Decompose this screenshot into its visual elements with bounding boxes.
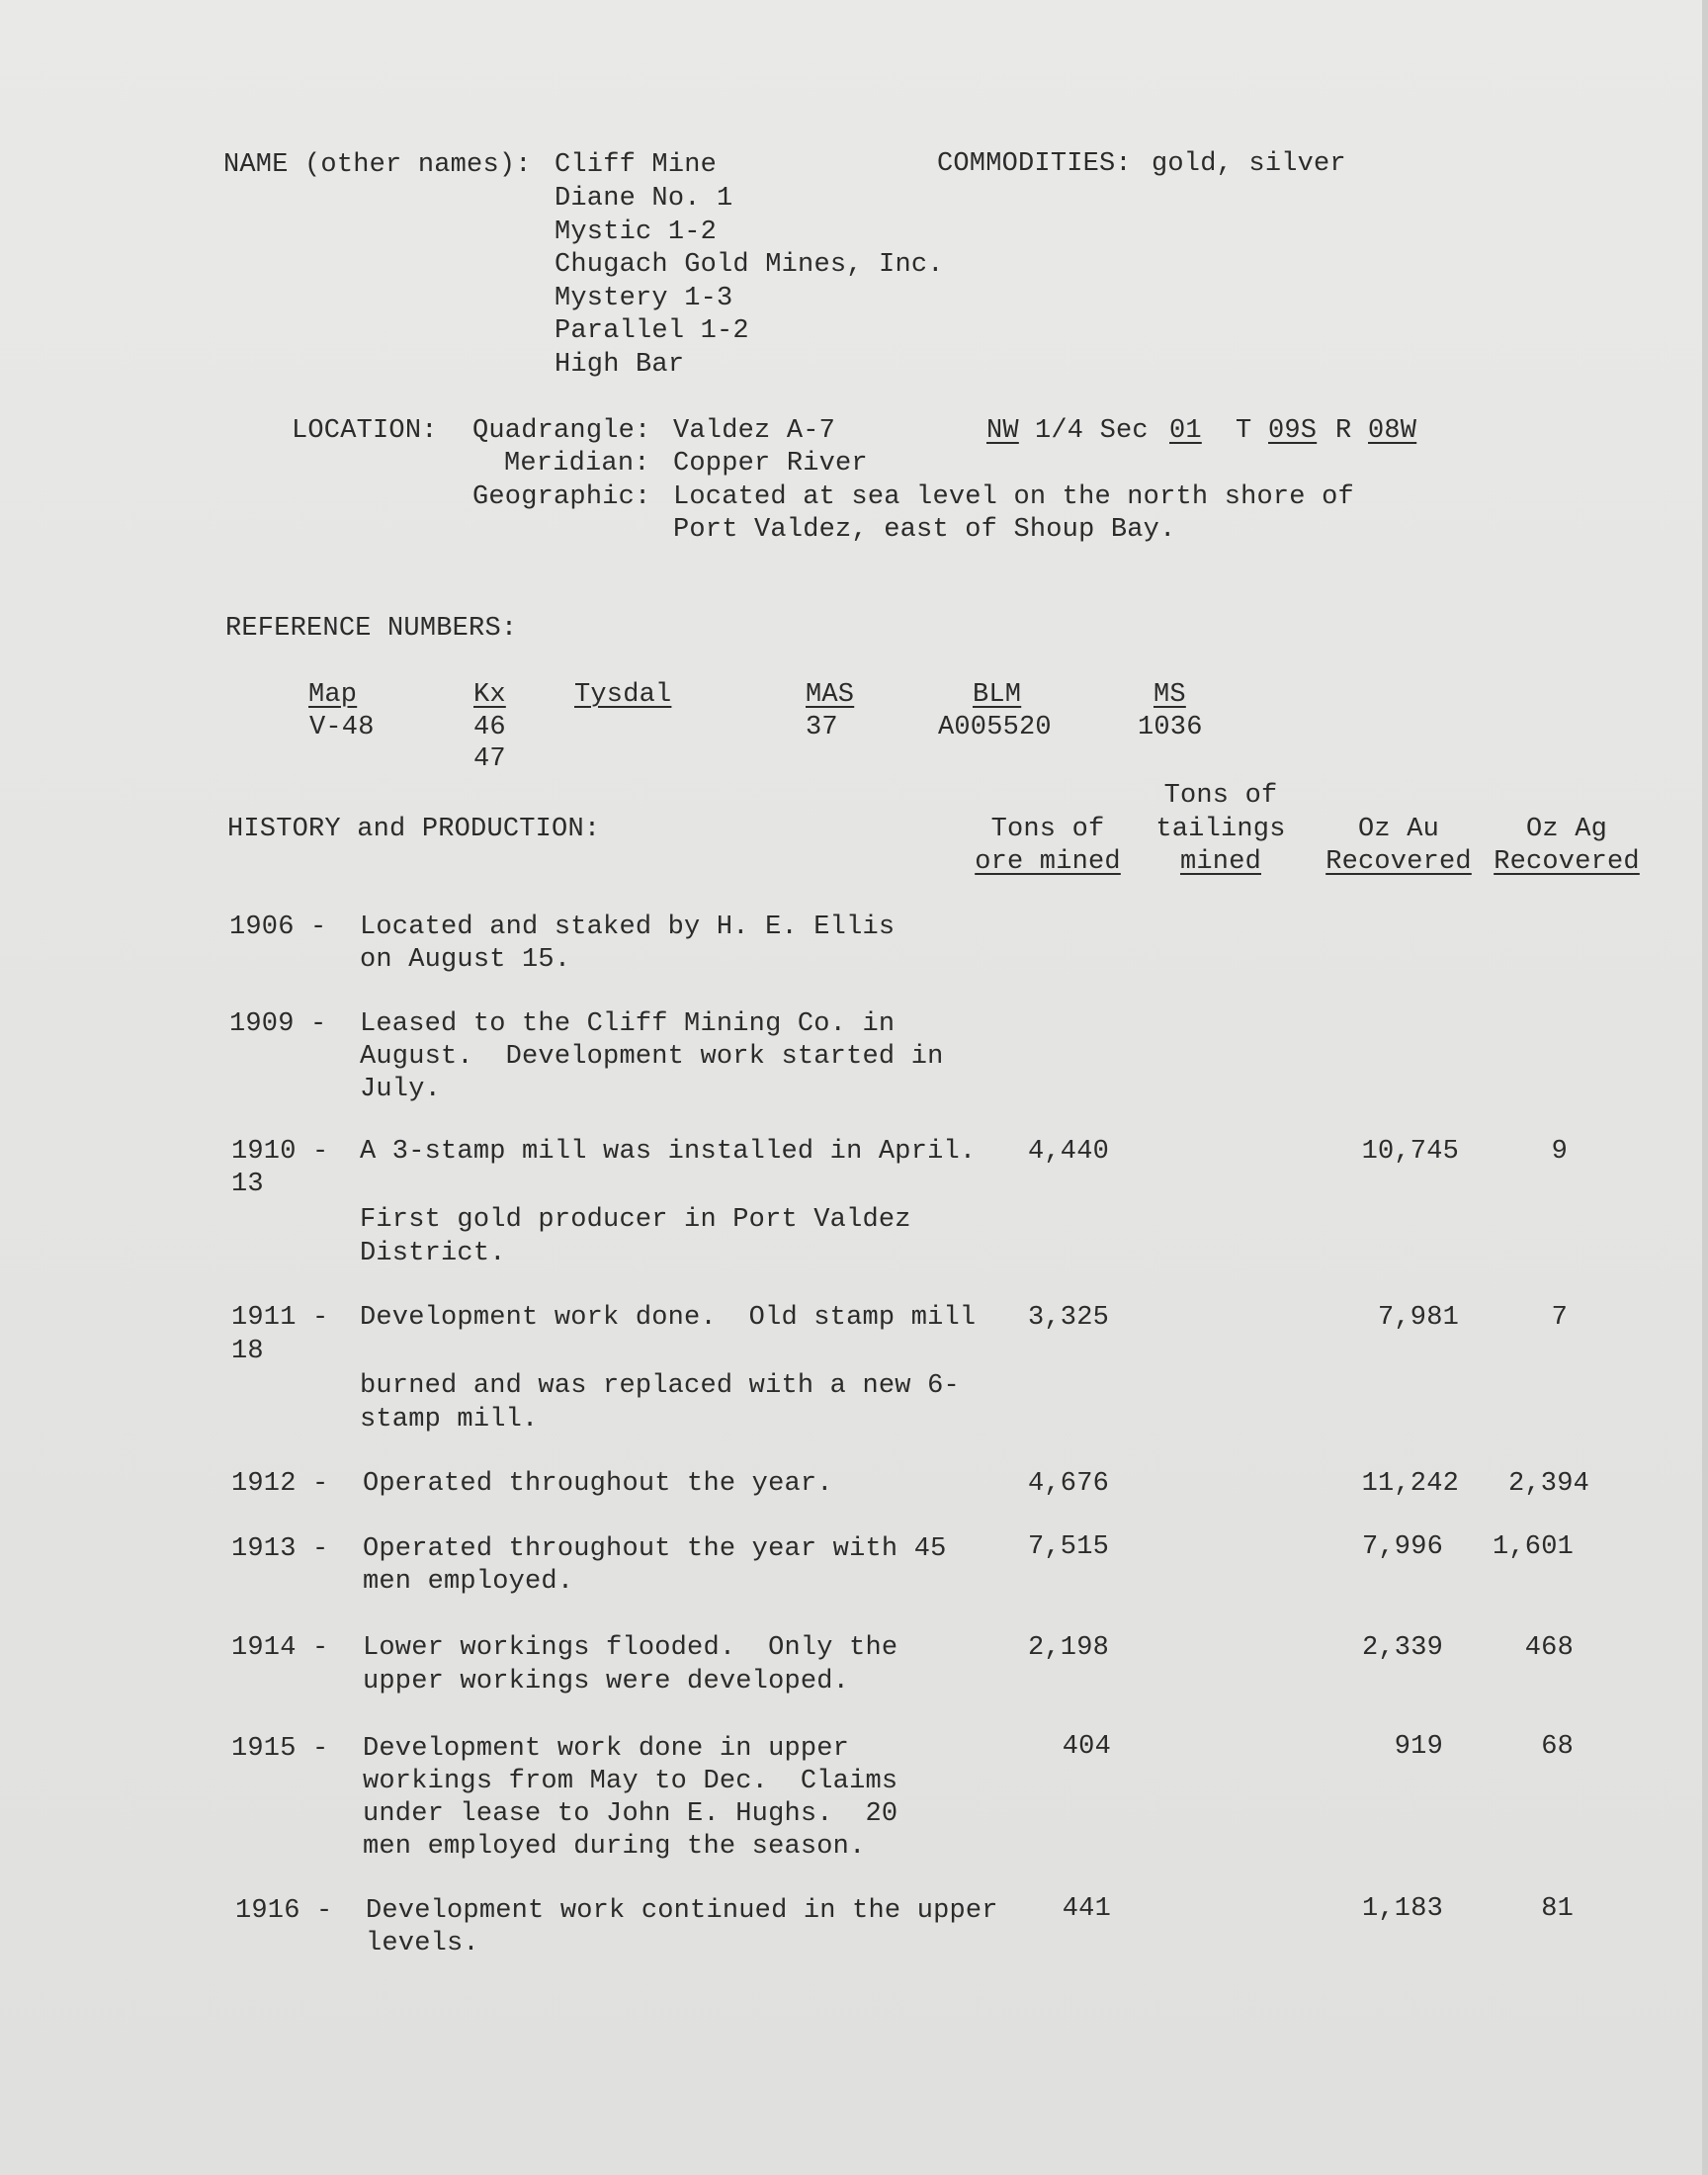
col-ag-line-1: Recovered: [1494, 847, 1640, 877]
row-text-line: July.: [360, 1075, 442, 1104]
row-ore: 3,325: [1027, 1303, 1109, 1333]
ref-ms-header: MS: [1153, 680, 1186, 710]
row-text-line: Operated throughout the year with 45: [363, 1534, 947, 1564]
row-text-line: upper workings were developed.: [363, 1667, 850, 1696]
row-au: 1,183: [1361, 1894, 1443, 1924]
row-year-2: 18: [231, 1337, 264, 1366]
ref-map-value: V-48: [309, 713, 375, 742]
township-value: 09S: [1268, 416, 1318, 446]
row-ag: 468: [1524, 1633, 1574, 1663]
row-ag: 7: [1551, 1303, 1568, 1333]
row-ag: 2,394: [1507, 1469, 1589, 1499]
row-ore: 404: [1062, 1732, 1111, 1762]
quadrangle-value: Valdez A-7: [673, 416, 836, 446]
ref-kx-value-1: 46: [473, 713, 506, 742]
row-text-line: Operated throughout the year.: [363, 1469, 833, 1499]
name-0: Cliff Mine: [555, 150, 718, 180]
row-text-line: men employed during the season.: [363, 1832, 866, 1862]
ref-kx-value-2: 47: [473, 744, 506, 774]
row-text-line: burned and was replaced with a new 6-: [360, 1371, 960, 1401]
row-year: 1906 -: [229, 913, 327, 942]
name-label: NAME (other names):: [223, 150, 532, 180]
name-3: Chugach Gold Mines, Inc.: [555, 250, 944, 280]
township-label: T: [1236, 416, 1252, 446]
location-label: LOCATION:: [292, 416, 438, 446]
row-ag: 9: [1551, 1137, 1568, 1167]
row-year: 1913 -: [231, 1534, 329, 1564]
quadrangle-label: Quadrangle:: [472, 416, 651, 446]
ref-tysdal-header: Tysdal: [574, 680, 672, 710]
row-text-line: Located and staked by H. E. Ellis: [360, 913, 896, 942]
row-au: 10,745: [1361, 1137, 1459, 1167]
row-text-line: District.: [360, 1239, 506, 1268]
meridian-value: Copper River: [673, 449, 868, 478]
row-year: 1911 -: [231, 1303, 329, 1333]
name-1: Diane No. 1: [555, 184, 733, 214]
row-au: 11,242: [1361, 1469, 1459, 1499]
row-text-line: First gold producer in Port Valdez: [360, 1205, 911, 1235]
col-tailings-line-2: mined: [1179, 847, 1261, 877]
ref-mas-header: MAS: [806, 680, 855, 710]
col-ore-line-1: ore mined: [975, 847, 1121, 877]
col-ore-line-0: Tons of: [990, 815, 1105, 844]
row-year: 1912 -: [231, 1469, 329, 1499]
geographic-line-1: Port Valdez, east of Shoup Bay.: [673, 515, 1176, 545]
row-year: 1910 -: [231, 1137, 329, 1167]
quarter-value: NW: [986, 416, 1019, 446]
row-ore: 4,440: [1027, 1137, 1109, 1167]
col-ag-line-0: Oz Ag: [1525, 815, 1607, 844]
row-ore: 7,515: [1027, 1532, 1109, 1562]
row-au: 7,996: [1361, 1532, 1443, 1562]
ref-blm-value: A005520: [938, 713, 1052, 742]
row-text-line: workings from May to Dec. Claims: [363, 1767, 898, 1796]
col-au-line-0: Oz Au: [1357, 815, 1439, 844]
commodities-label: COMMODITIES:: [937, 149, 1132, 179]
meridian-label: Meridian:: [504, 449, 650, 478]
name-2: Mystic 1-2: [555, 218, 718, 247]
row-year: 1915 -: [231, 1734, 329, 1764]
ref-kx-header: Kx: [473, 680, 506, 710]
row-text-line: stamp mill.: [360, 1405, 539, 1435]
row-text-line: Lower workings flooded. Only the: [363, 1633, 898, 1663]
row-year: 1914 -: [231, 1633, 329, 1663]
range-label: R: [1335, 416, 1352, 446]
row-text-line: on August 15.: [360, 945, 571, 975]
row-text-line: levels.: [366, 1929, 479, 1958]
row-au: 7,981: [1377, 1303, 1459, 1333]
reference-label: REFERENCE NUMBERS:: [225, 614, 518, 644]
name-6: High Bar: [555, 350, 685, 380]
row-ore: 4,676: [1027, 1469, 1109, 1499]
name-4: Mystery 1-3: [555, 284, 733, 313]
row-text-line: under lease to John E. Hughs. 20: [363, 1799, 898, 1829]
name-5: Parallel 1-2: [555, 316, 749, 346]
row-ore: 441: [1062, 1894, 1111, 1924]
row-year-2: 13: [231, 1170, 264, 1199]
col-tailings-line-1: tailings: [1155, 815, 1286, 844]
ref-blm-header: BLM: [973, 680, 1022, 710]
geographic-line-0: Located at sea level on the north shore of: [673, 482, 1354, 512]
row-text-line: Development work continued in the upper: [366, 1896, 998, 1926]
row-text-line: August. Development work started in: [360, 1042, 944, 1072]
col-tailings-line-0: Tons of: [1163, 781, 1278, 811]
history-label: HISTORY and PRODUCTION:: [227, 815, 601, 844]
row-text-line: men employed.: [363, 1567, 574, 1597]
ref-mas-value: 37: [806, 713, 838, 742]
col-au-line-1: Recovered: [1325, 847, 1472, 877]
commodities-value: gold, silver: [1152, 149, 1346, 179]
ref-map-header: Map: [308, 680, 358, 710]
geographic-label: Geographic:: [472, 482, 651, 512]
row-ag: 1,601: [1492, 1532, 1574, 1562]
row-ag: 81: [1541, 1894, 1574, 1924]
row-text-line: Development work done in upper: [363, 1734, 850, 1764]
row-ag: 68: [1541, 1732, 1574, 1762]
quarter-text: 1/4 Sec: [1035, 416, 1149, 446]
row-ore: 2,198: [1027, 1633, 1109, 1663]
section-value: 01: [1169, 416, 1202, 446]
ref-ms-value: 1036: [1138, 713, 1203, 742]
row-text-line: A 3-stamp mill was installed in April.: [360, 1137, 977, 1167]
row-year: 1916 -: [235, 1896, 333, 1926]
range-value: 08W: [1368, 416, 1417, 446]
page-edge-shadow: [1702, 0, 1708, 2175]
row-text-line: Development work done. Old stamp mill: [360, 1303, 977, 1333]
row-au: 919: [1394, 1732, 1443, 1762]
row-au: 2,339: [1361, 1633, 1443, 1663]
row-text-line: Leased to the Cliff Mining Co. in: [360, 1009, 896, 1039]
row-year: 1909 -: [229, 1009, 327, 1039]
